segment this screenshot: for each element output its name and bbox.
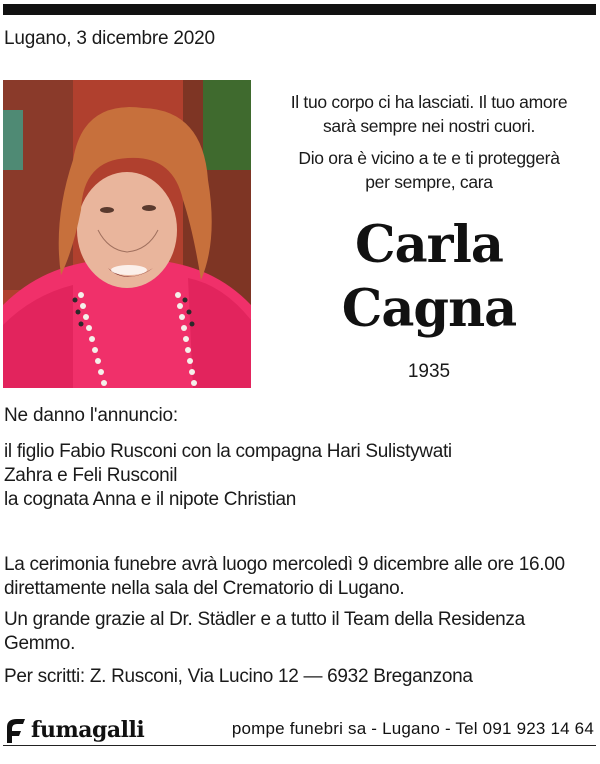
family-line: il figlio Fabio Rusconi con la compagna Hari Sulistywati [4, 441, 452, 462]
family-line: Zahra e Feli Rusconil [4, 465, 178, 486]
family-line: la cognata Anna e il nipote Christian [4, 489, 297, 510]
portrait-illustration [3, 80, 251, 388]
birth-year: 1935 [407, 361, 451, 382]
verse-line: Dio ora è vicino a te e ti proteggerà [298, 148, 560, 168]
footer-rule [3, 745, 596, 746]
footer-contact-info: pompe funebri sa - Lugano - Tel 091 923 14 64 [231, 719, 594, 738]
logo-text: fumagalli [31, 717, 145, 743]
verse-line: per sempre, cara [365, 172, 493, 192]
verse-stanza-1 [258, 90, 600, 138]
deceased-first-name: Carla [355, 215, 503, 275]
verse-stanza-2 [258, 146, 600, 194]
deceased-last-name: Cagna [341, 279, 517, 339]
funeral-home-logo [3, 715, 144, 745]
logo-mark-icon [3, 717, 25, 743]
portrait-photo [3, 80, 251, 388]
contact-paragraph: Per scritti: Z. Rusconi, Via Lucino 12 — 6932 Breganzona [4, 666, 473, 687]
announcement-heading: Ne danno l'annuncio: [4, 405, 178, 426]
top-rule [3, 4, 596, 15]
verse-line: Il tuo corpo ci ha lasciati. Il tuo amore [290, 92, 568, 112]
footer [3, 715, 596, 745]
verse-line: sarà sempre nei nostri cuori. [322, 116, 536, 136]
ceremony-paragraph: La cerimonia funebre avrà luogo mercoledì 9 dicembre alle ore 16.00 direttamente nella sala del Crematorio di Lugano. [4, 554, 565, 599]
thanks-paragraph: Un grande grazie al Dr. Städler e a tutto il Team della Residenza Gemmo. [4, 609, 525, 654]
family-list [4, 440, 452, 512]
place-date: Lugano, 3 dicembre 2020 [4, 28, 215, 49]
